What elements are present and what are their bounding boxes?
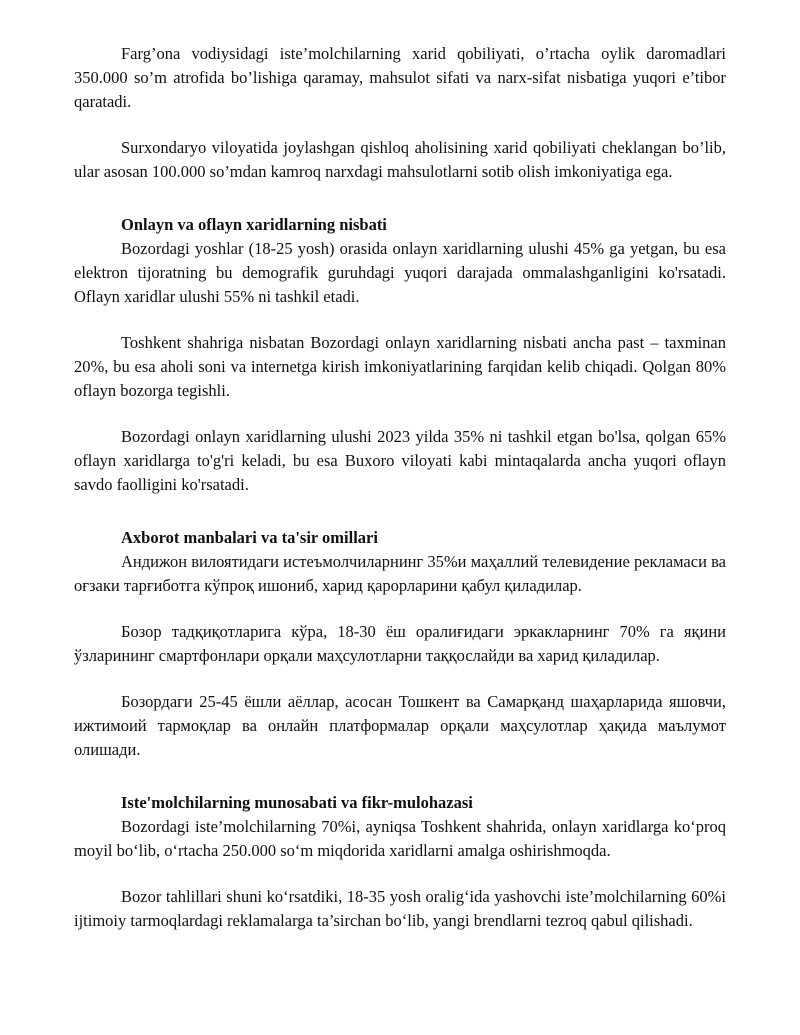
paragraph-men-smartphones: Бозор тадқиқотларига кўра, 18-30 ёш оралиғидаги эркакларнинг 70% га яқини ўзларининг смартфонлари орқали маҳсулотларни таққослайди ва харид қиладилар. [74,622,726,665]
paragraph-youth-online: Bozordagi yoshlar (18-25 yosh) orasida onlayn xaridlarning ulushi 45% ga yetgan, bu esa elektron tijoratning bu demografik guruhdagi yuqori darajada ommalashganligini ko'rsatadi. Oflayn xaridlar ulushi 55% ni tashkil etadi. [74,239,726,306]
section-heading-online-offline: Onlayn va oflayn xaridlarning nisbati [121,215,387,234]
section-heading-attitudes: Iste'molchilarning munosabati va fikr-mulohazasi [121,793,473,812]
section-heading-information-sources: Axborot manbalari va ta'sir omillari [121,528,378,547]
paragraph-surxondaryo: Surxondaryo viloyatida joylashgan qishloq aholisining xarid qobiliyati cheklangan bo’lib, ular asosan 100.000 so’mdan kamroq narxdagi mahsulotlarni sotib olish imkoniyatiga ega. [74,138,726,181]
paragraph-social-ads: Bozor tahlillari shuni ko‘rsatdiki, 18-35 yosh oralig‘ida yashovchi iste’molchilarning 60%i ijtimoiy tarmoqlardagi reklamalarga ta’sirchan bo‘lib, yangi brendlarni tezroq qabul qilishadi. [74,887,726,930]
paragraph-tashkent-online: Toshkent shahriga nisbatan Bozordagi onlayn xaridlarning nisbati ancha past – taxminan 20%, bu esa aholi soni va internetga kirish imkoniyatlarining farqidan kelib chiqadi. Qolgan 80% oflayn bozorga tegishli. [74,333,726,400]
paragraph-tashkent-70: Bozordagi iste’molchilarning 70%i, ayniqsa Toshkent shahrida, onlayn xaridlarga ko‘proq moyil bo‘lib, o‘rtacha 250.000 so‘m miqdorida xaridlarni amalga oshirishmoqda. [74,817,726,860]
paragraph-2023-online-share: Bozordagi onlayn xaridlarning ulushi 2023 yilda 35% ni tashkil etgan bo'lsa, qolgan 65% oflayn xaridlarga to'g'ri keladi, bu esa Buxoro viloyati kabi mintaqalarda ancha yuqori oflayn savdo faolligini ko'rsatadi. [74,427,726,494]
paragraph-andijan: Андижон вилоятидаги истеъмолчиларнинг 35%и маҳаллий телевидение рекламаси ва оғзаки тарғиботга кўпроқ ишониб, харид қарорларини қабул қиладилар. [74,552,726,595]
paragraph-women-social: Бозордаги 25-45 ёшли аёллар, асосан Тошкент ва Самарқанд шаҳарларида яшовчи, ижтимоий тармоқлар ва онлайн платформалар орқали маҳсулотлар ҳақида маълумот олишади. [74,692,726,759]
document-page [74,42,726,933]
paragraph-fergana: Farg’ona vodiysidagi iste’molchilarning xarid qobiliyati, o’rtacha oylik daromadlari 350.000 so’m atrofida bo’lishiga qaramay, mahsulot sifati va narx-sifat nisbatiga yuqori e’tibor qaratadi. [74,44,726,111]
